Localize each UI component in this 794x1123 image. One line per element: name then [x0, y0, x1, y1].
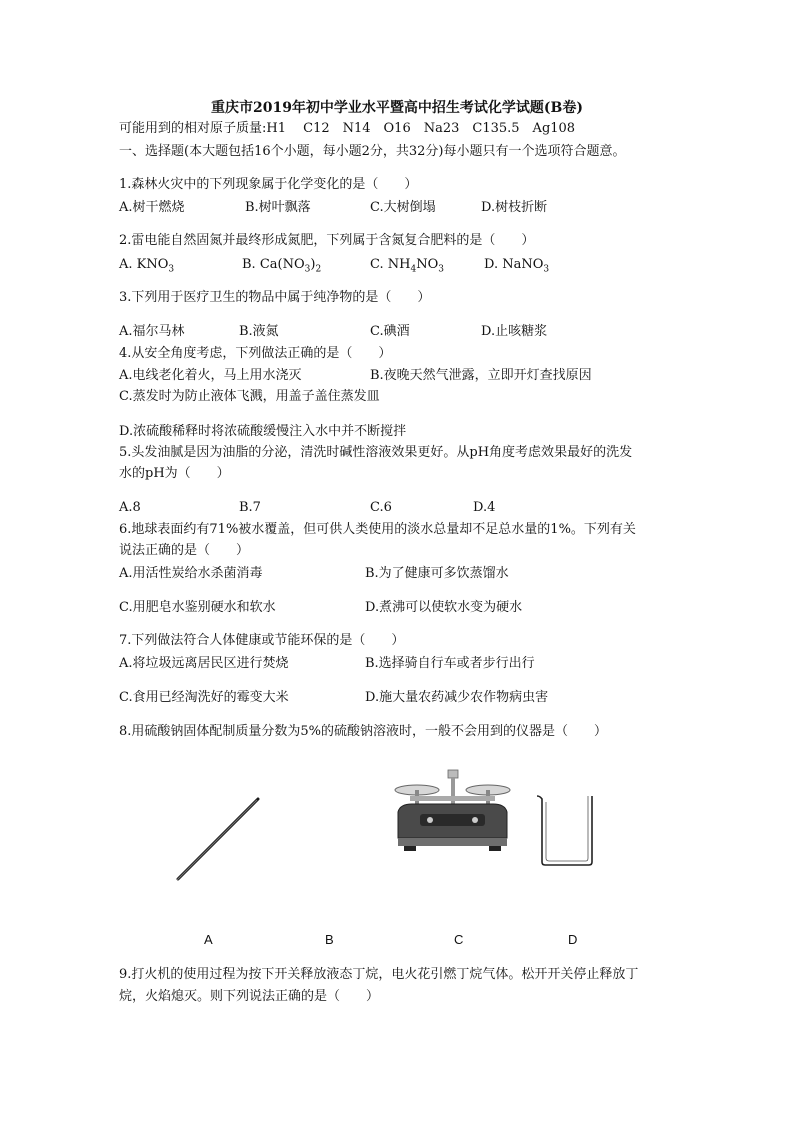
q2-a-text: A. KNO	[119, 257, 169, 272]
question-1-stem: 1.森林火灾中的下列现象属于化学变化的是（ ）	[119, 177, 418, 192]
question-9-stem-line1: 9.打火机的使用过程为按下开关释放液态丁烷，电火花引燃丁烷气体。松开开关停止释放丁	[119, 967, 639, 982]
q6-option-c: C.用肥皂水鉴别硬水和软水	[119, 600, 276, 615]
glass-rod-figure	[170, 795, 260, 885]
q2-b-sub: 3	[304, 264, 311, 275]
q2-b-sub2: 2	[315, 264, 322, 275]
q1-option-b: B.树叶飘落	[245, 200, 311, 215]
q5-option-d: D.4	[473, 500, 496, 515]
q2-option-a	[119, 256, 174, 274]
figure-label-a: A	[204, 932, 213, 947]
q7-option-d: D.施大量农药减少农作物病虫害	[365, 690, 549, 705]
beaker-figure	[534, 792, 600, 868]
q2-d-text: D. NaNO	[484, 257, 544, 272]
q6-option-b: B.为了健康可多饮蒸馏水	[365, 566, 509, 581]
question-5-stem-line1: 5.头发油腻是因为油脂的分泌，清洗时碱性溶液效果更好。从pH角度考虑效果最好的洗发	[119, 445, 633, 460]
q1-option-a: A.树干燃烧	[119, 200, 185, 215]
figure-label-c: C	[454, 932, 464, 947]
q2-b-text: B. Ca(NO	[242, 257, 305, 272]
q2-c-sub2: 3	[438, 264, 444, 275]
question-7-stem: 7.下列做法符合人体健康或节能环保的是（ ）	[119, 633, 405, 648]
q2-c-sub: 4	[410, 264, 417, 275]
q2-option-c	[370, 256, 444, 274]
question-6-stem-line2: 说法正确的是（ ）	[119, 543, 250, 558]
question-5-stem-line2: 水的pH为（ ）	[119, 466, 230, 481]
q4-option-a: A.电线老化着火，马上用水浇灭	[119, 368, 302, 383]
q2-option-b	[242, 256, 321, 274]
question-3-stem: 3.下列用于医疗卫生的物品中属于纯净物的是（ ）	[119, 290, 431, 305]
q7-option-a: A.将垃圾远离居民区进行焚烧	[119, 656, 289, 671]
q2-c-tail: NO	[416, 257, 439, 272]
q5-option-a: A.8	[119, 500, 141, 515]
q7-option-c: C.食用已经淘洗好的霉变大米	[119, 690, 289, 705]
question-4-stem: 4.从安全角度考虑，下列做法正确的是（ ）	[119, 346, 392, 361]
q2-option-d	[484, 256, 549, 274]
q2-d-sub: 3	[543, 264, 550, 275]
section-heading: 一、选择题(本大题包括16个小题，每小题2分，共32分)每小题只有一个选项符合题意。	[119, 144, 626, 159]
q1-option-d: D.树枝折断	[481, 200, 548, 215]
q4-option-c: C.蒸发时为防止液体飞溅，用盖子盖住蒸发皿	[119, 389, 380, 404]
q2-a-sub: 3	[168, 264, 175, 275]
balance-figure	[390, 768, 515, 853]
q2-b-tail: )	[310, 257, 316, 272]
q6-option-a: A.用活性炭给水杀菌消毒	[119, 566, 263, 581]
q4-option-b: B.夜晚天然气泄露，立即开灯查找原因	[370, 368, 592, 383]
q3-option-a: A.福尔马林	[119, 324, 185, 339]
q3-option-c: C.碘酒	[370, 324, 410, 339]
q3-option-d: D.止咳糖浆	[481, 324, 548, 339]
q2-c-text: C. NH	[370, 257, 411, 272]
question-6-stem-line1: 6.地球表面约有71%被水覆盖，但可供人类使用的淡水总量却不足总水量的1%。下列有关	[119, 522, 636, 537]
page-title: 重庆市2019年初中学业水平暨高中招生考试化学试题(B卷)	[210, 100, 584, 116]
q5-option-c: C.6	[370, 500, 392, 515]
figure-label-b: B	[325, 932, 334, 947]
q5-option-b: B.7	[239, 500, 261, 515]
atomic-masses: 可能用到的相对原子质量:H1 C12 N14 O16 Na23 C135.5 Ag108	[119, 121, 576, 136]
q1-option-c: C.大树倒塌	[370, 200, 436, 215]
figure-label-d: D	[568, 932, 578, 947]
q6-option-d: D.煮沸可以使软水变为硬水	[365, 600, 523, 615]
question-9-stem-line2: 烷，火焰熄灭。则下列说法正确的是（ ）	[119, 989, 380, 1004]
q7-option-b: B.选择骑自行车或者步行出行	[365, 656, 535, 671]
q3-option-b: B.液氮	[239, 324, 279, 339]
question-8-stem: 8.用硫酸钠固体配制质量分数为5%的硫酸钠溶液时，一般不会用到的仪器是（ ）	[119, 724, 608, 739]
question-2-stem: 2.雷电能自然固氮并最终形成氮肥，下列属于含氮复合肥料的是（ ）	[119, 233, 535, 248]
q4-option-d: D.浓硫酸稀释时将浓硫酸缓慢注入水中并不断搅拌	[119, 424, 407, 439]
